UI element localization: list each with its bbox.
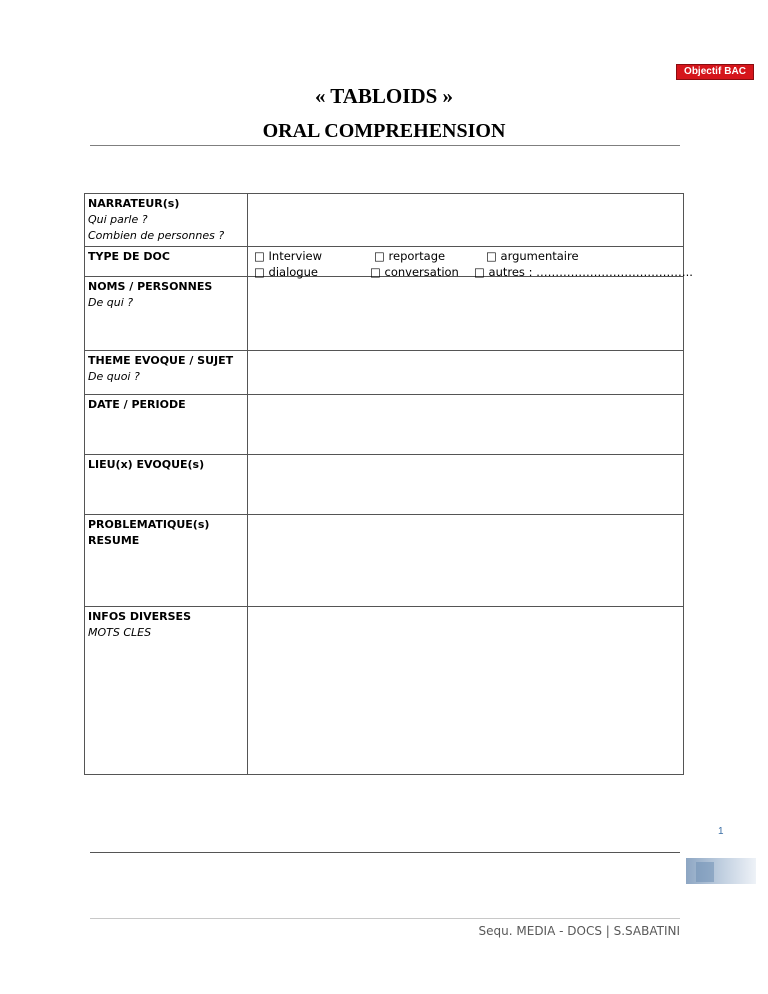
label-problematique: PROBLEMATIQUE(s) bbox=[88, 518, 210, 531]
comprehension-form-table bbox=[84, 193, 693, 775]
answer-narrateur[interactable] bbox=[248, 194, 684, 247]
page-number: 1 bbox=[718, 826, 724, 837]
option-dialogue[interactable]: □ dialogue bbox=[254, 265, 318, 279]
question-de-quoi: De quoi ? bbox=[88, 370, 140, 383]
label-cell-narrateur bbox=[85, 194, 248, 247]
row-theme bbox=[85, 351, 684, 395]
answer-problematique[interactable] bbox=[248, 515, 684, 607]
option-interview[interactable]: □ Interview bbox=[254, 249, 322, 263]
footer-decoration-accent bbox=[696, 862, 714, 882]
answer-lieu[interactable] bbox=[248, 455, 684, 515]
label-type-doc: TYPE DE DOC bbox=[88, 250, 170, 263]
label-resume: RESUME bbox=[88, 534, 140, 547]
label-infos: INFOS DIVERSES bbox=[88, 610, 191, 623]
footer-divider-light bbox=[90, 918, 680, 919]
page-subtitle: ORAL COMPREHENSION bbox=[262, 120, 506, 142]
answer-date[interactable] bbox=[248, 395, 684, 455]
question-qui-parle: Qui parle ? bbox=[88, 213, 148, 226]
row-problematique bbox=[85, 515, 684, 607]
row-infos bbox=[85, 607, 684, 775]
footer-text: Sequ. MEDIA - DOCS | S.SABATINI bbox=[478, 924, 680, 938]
page-title: « TABLOIDS » bbox=[314, 84, 454, 108]
answer-infos[interactable] bbox=[248, 607, 684, 775]
title-divider bbox=[90, 145, 680, 146]
row-noms bbox=[85, 277, 684, 351]
label-cell-lieu bbox=[85, 455, 248, 515]
row-date bbox=[85, 395, 684, 455]
label-narrateur: NARRATEUR(s) bbox=[88, 197, 180, 210]
label-theme: THEME EVOQUE / SUJET bbox=[88, 354, 234, 367]
option-conversation[interactable]: □ conversation bbox=[370, 265, 459, 279]
label-mots-cles: MOTS CLES bbox=[88, 626, 152, 639]
row-lieu bbox=[85, 455, 684, 515]
logo-text-objectif: Objectif bbox=[684, 66, 722, 77]
footer-divider bbox=[90, 852, 680, 853]
option-argumentaire[interactable]: □ argumentaire bbox=[486, 249, 579, 263]
logo-text-bac: BAC bbox=[724, 66, 746, 77]
label-cell-noms bbox=[85, 277, 248, 351]
label-noms: NOMS / PERSONNES bbox=[88, 280, 213, 293]
question-de-qui: De qui ? bbox=[88, 296, 134, 309]
objectif-bac-logo bbox=[676, 64, 754, 80]
option-reportage[interactable]: □ reportage bbox=[374, 249, 446, 263]
label-date: DATE / PERIODE bbox=[88, 398, 186, 411]
label-cell-theme bbox=[85, 351, 248, 395]
answer-type-doc bbox=[248, 247, 693, 279]
label-cell-infos bbox=[85, 607, 248, 775]
row-narrateur bbox=[85, 194, 684, 247]
answer-noms[interactable] bbox=[248, 277, 684, 351]
label-cell-type-doc bbox=[85, 247, 248, 277]
label-lieu: LIEU(x) EVOQUE(s) bbox=[88, 458, 205, 471]
row-type-doc bbox=[85, 247, 684, 277]
option-autres[interactable]: □ autres : ………………………………….. bbox=[474, 265, 693, 279]
label-cell-date bbox=[85, 395, 248, 455]
answer-theme[interactable] bbox=[248, 351, 684, 395]
question-combien: Combien de personnes ? bbox=[88, 229, 225, 242]
label-cell-problematique bbox=[85, 515, 248, 607]
